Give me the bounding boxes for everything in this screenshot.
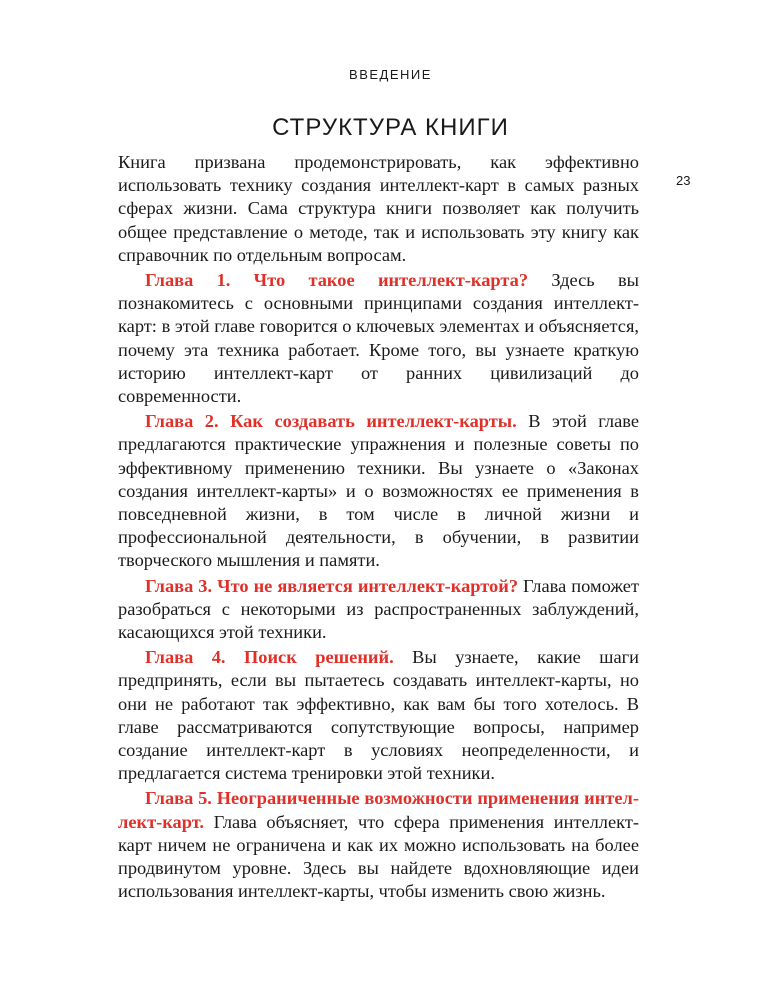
chapter-text-5: Глава объясняет, что сфера применения интеллект-карт ничем не ограничена и как их можно использовать на более продвинутом уровне. Здесь вы найдете вдохновляющие идеи использования интеллект-карты, чтобы изменить свою жизнь. bbox=[118, 811, 639, 902]
chapter-paragraph-5 bbox=[118, 787, 639, 903]
chapter-text-1: Здесь вы познакомитесь с основными принципами создания интеллект-карт: в этой главе говорится о ключевых элементах и объясняется, почему эта техника работает. Кроме того, вы узнаете краткую историю интеллект-карт от ранних цивилизаций до современности. bbox=[118, 270, 639, 407]
chapter-text-4: Вы узнаете, какие шаги предпринять, если вы пытаетесь создавать интеллект-карты, но они не работают так эффективно, как вам бы того хотелось. В главе рассматриваются сопутствующие вопросы, например создание интеллект-карт в условиях неопределенности, и предлагается система тренировки этой техники. bbox=[118, 647, 639, 784]
chapter-heading-5: Глава 5. Неограниченные возможности применения интеллект-карт. bbox=[118, 788, 639, 832]
chapter-heading-4: Глава 4. Поиск решений. bbox=[145, 647, 394, 668]
intro-paragraph: Книга призвана продемонстрировать, как эффективно использовать технику создания интеллект-карт в самых разных сферах жизни. Сама структура книги позволяет как получить общее представление о методе, так и использовать эту книгу как справочник по отдельным вопросам. bbox=[118, 152, 639, 265]
chapter-text-3: Глава поможет разобраться с некоторыми из распространенных заблуждений, касающихся этой техники. bbox=[118, 575, 639, 643]
chapter-paragraph-4 bbox=[118, 646, 639, 785]
chapter-paragraph-2 bbox=[118, 410, 639, 572]
chapter-paragraph-1 bbox=[118, 269, 639, 408]
page-number: 23 bbox=[676, 173, 691, 188]
chapter-heading-3: Глава 3. Что не является интеллект-картой? bbox=[145, 575, 519, 596]
body-text bbox=[118, 151, 639, 906]
page-title: СТРУКТУРА КНИГИ bbox=[272, 114, 509, 141]
chapter-paragraph-3 bbox=[118, 575, 639, 645]
running-head: ВВЕДЕНИЕ bbox=[349, 67, 432, 82]
chapter-heading-2: Глава 2. Как создавать интеллект-карты. bbox=[145, 411, 517, 432]
chapter-heading-1: Глава 1. Что такое интеллект-карта? bbox=[145, 270, 529, 291]
chapter-text-2: В этой главе предлагаются практические упражнения и полезные советы по эффективному применению техники. Вы узнаете о «Законах создания интеллект-карты» и о возможностях ее применения в повседневной жизни, в том числе в личной жизни и профессиональной деятельности, в обучении, в развитии творческого мышления и памяти. bbox=[118, 411, 639, 571]
